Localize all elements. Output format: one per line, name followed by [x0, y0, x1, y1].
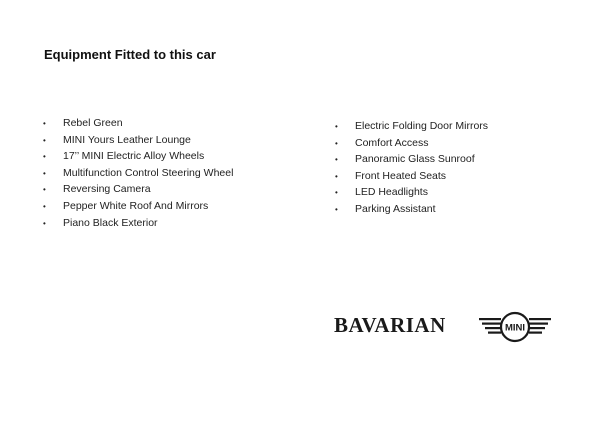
list-item-label: Panoramic Glass Sunroof: [355, 153, 475, 166]
list-item: [332, 135, 488, 152]
bullet-icon: •: [43, 135, 46, 145]
list-item: [332, 168, 488, 185]
list-item: [332, 151, 488, 168]
bullet-icon: •: [43, 168, 46, 178]
list-item-label: Parking Assistant: [355, 202, 436, 215]
left-wing-icon: [479, 318, 501, 334]
list-item-label: Front Heated Seats: [355, 169, 447, 182]
bullet-icon: •: [43, 185, 46, 195]
bullet-icon: •: [335, 171, 338, 181]
bullet-icon: •: [43, 218, 46, 228]
dealer-name: BAVARIAN: [334, 313, 446, 337]
list-item-label: MINI Yours Leather Lounge: [63, 133, 191, 146]
list-item-label: Multifunction Control Steering Wheel: [63, 166, 234, 179]
right-wing-icon: [529, 318, 551, 334]
bullet-icon: •: [43, 119, 46, 128]
list-item: [40, 165, 233, 182]
dealer-branding: [334, 310, 559, 344]
bullet-icon: •: [335, 188, 338, 198]
list-item: [40, 181, 233, 198]
bullet-icon: •: [43, 152, 46, 162]
list-item-label: Pepper White Roof And Mirrors: [63, 199, 209, 212]
mini-logo-icon: [477, 310, 553, 344]
list-item: [332, 201, 488, 218]
list-item-label: Reversing Camera: [63, 183, 151, 196]
list-item-label: Electric Folding Door Mirrors: [355, 120, 489, 132]
list-item-label: Comfort Access: [355, 136, 429, 149]
list-item: [40, 132, 233, 149]
equipment-list-right: [332, 118, 488, 218]
bullet-icon: •: [335, 138, 338, 148]
logo-text: MINI: [504, 322, 526, 334]
list-item: [40, 115, 233, 132]
list-item: [332, 118, 488, 135]
page-title: Equipment Fitted to this car: [44, 47, 216, 62]
list-item-label: 17’’ MINI Electric Alloy Wheels: [63, 150, 205, 163]
bullet-icon: •: [335, 122, 338, 131]
list-item: [40, 198, 233, 215]
equipment-list-left: [40, 115, 233, 231]
bullet-icon: •: [335, 155, 338, 165]
list-item: [332, 184, 488, 201]
list-item: [40, 148, 233, 165]
list-item: [40, 215, 233, 232]
bullet-icon: •: [43, 201, 46, 211]
list-item-label: Rebel Green: [63, 117, 123, 129]
bullet-icon: •: [335, 204, 338, 214]
list-item-label: Piano Black Exterior: [63, 216, 158, 229]
list-item-label: LED Headlights: [355, 186, 428, 199]
